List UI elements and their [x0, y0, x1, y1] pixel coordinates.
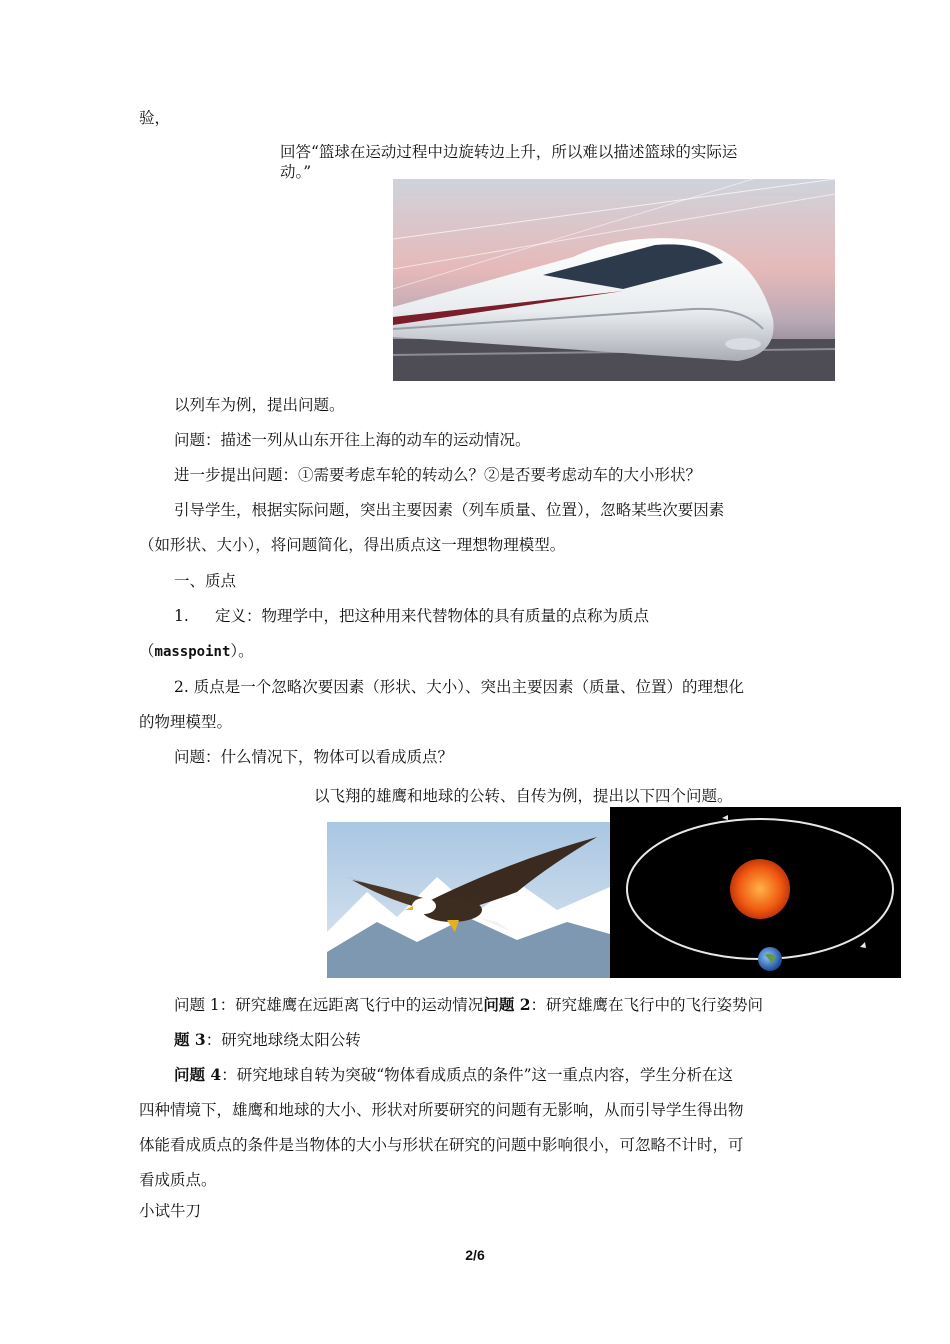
text-line: （如形状、大小），将问题简化，得出质点这一理想物理模型。 — [139, 536, 566, 554]
text-line — [174, 1030, 361, 1050]
section-heading: 一、质点 — [174, 572, 237, 590]
text-line: 引导学生，根据实际问题，突出主要因素（列车质量、位置），忽略某些次要因素 — [174, 501, 725, 519]
text-line: 的物理模型。 — [139, 713, 233, 731]
page-number: 2/6 — [465, 1247, 485, 1263]
question-label: 题 3 — [174, 1030, 206, 1049]
text-line — [174, 1065, 733, 1085]
eagle-image — [327, 822, 610, 978]
text-line — [174, 995, 763, 1015]
text-line: 看成质点。 — [139, 1171, 217, 1189]
train-image — [393, 179, 835, 381]
text-line: 问题：描述一列从山东开往上海的动车的运动情况。 — [174, 431, 531, 449]
question-text: ：研究雄鹰在远距离飞行中的运动情况 — [219, 996, 484, 1014]
question-label: 问题 4 — [174, 1065, 222, 1084]
text-line: 小试牛刀 — [139, 1202, 202, 1220]
text-line: 问题：什么情况下，物体可以看成质点？ — [174, 748, 454, 766]
text-line: 以列车为例，提出问题。 — [174, 396, 345, 414]
text-line — [139, 641, 254, 662]
question-text: ：研究地球绕太阳公转 — [205, 1031, 361, 1049]
text-line: 进一步提出问题：①需要考虑车轮的转动么？②是否要考虑动车的大小形状？ — [174, 466, 702, 484]
text-line: 回答“篮球在运动过程中边旋转边上升，所以难以描述篮球的实际运 — [280, 143, 738, 161]
text-line: 动。” — [280, 163, 312, 181]
paren-close: ）。 — [230, 642, 254, 660]
english-term: masspoint — [154, 644, 231, 660]
text-line: 体能看成质点的条件是当物体的大小与形状在研究的问题中影响很小，可忽略不计时，可 — [139, 1136, 744, 1154]
text-line: 2. 质点是一个忽略次要因素（形状、大小）、突出主要因素（质量、位置）的理想化 — [174, 678, 744, 696]
list-number: 1. — [174, 607, 189, 625]
question-text: ：研究雄鹰在飞行中的飞行姿势问 — [530, 996, 764, 1014]
paren-open: （ — [139, 642, 155, 660]
text-line: 定义：物理学中，把这种用来代替物体的具有质量的点称为质点 — [215, 607, 650, 625]
question-label: 问题 2 — [483, 995, 531, 1014]
text-line: 以飞翔的雄鹰和地球的公转、自传为例，提出以下四个问题。 — [314, 787, 733, 805]
text-line: 四种情境下，雄鹰和地球的大小、形状对所要研究的问题有无影响，从而引导学生得出物 — [139, 1101, 744, 1119]
orbit-image — [610, 807, 901, 978]
question-text: ：研究地球自转为突破“物体看成质点的条件”这一重点内容，学生分析在这 — [221, 1066, 734, 1084]
question-label: 问题 1 — [174, 996, 220, 1014]
text-line: 验， — [139, 109, 171, 127]
